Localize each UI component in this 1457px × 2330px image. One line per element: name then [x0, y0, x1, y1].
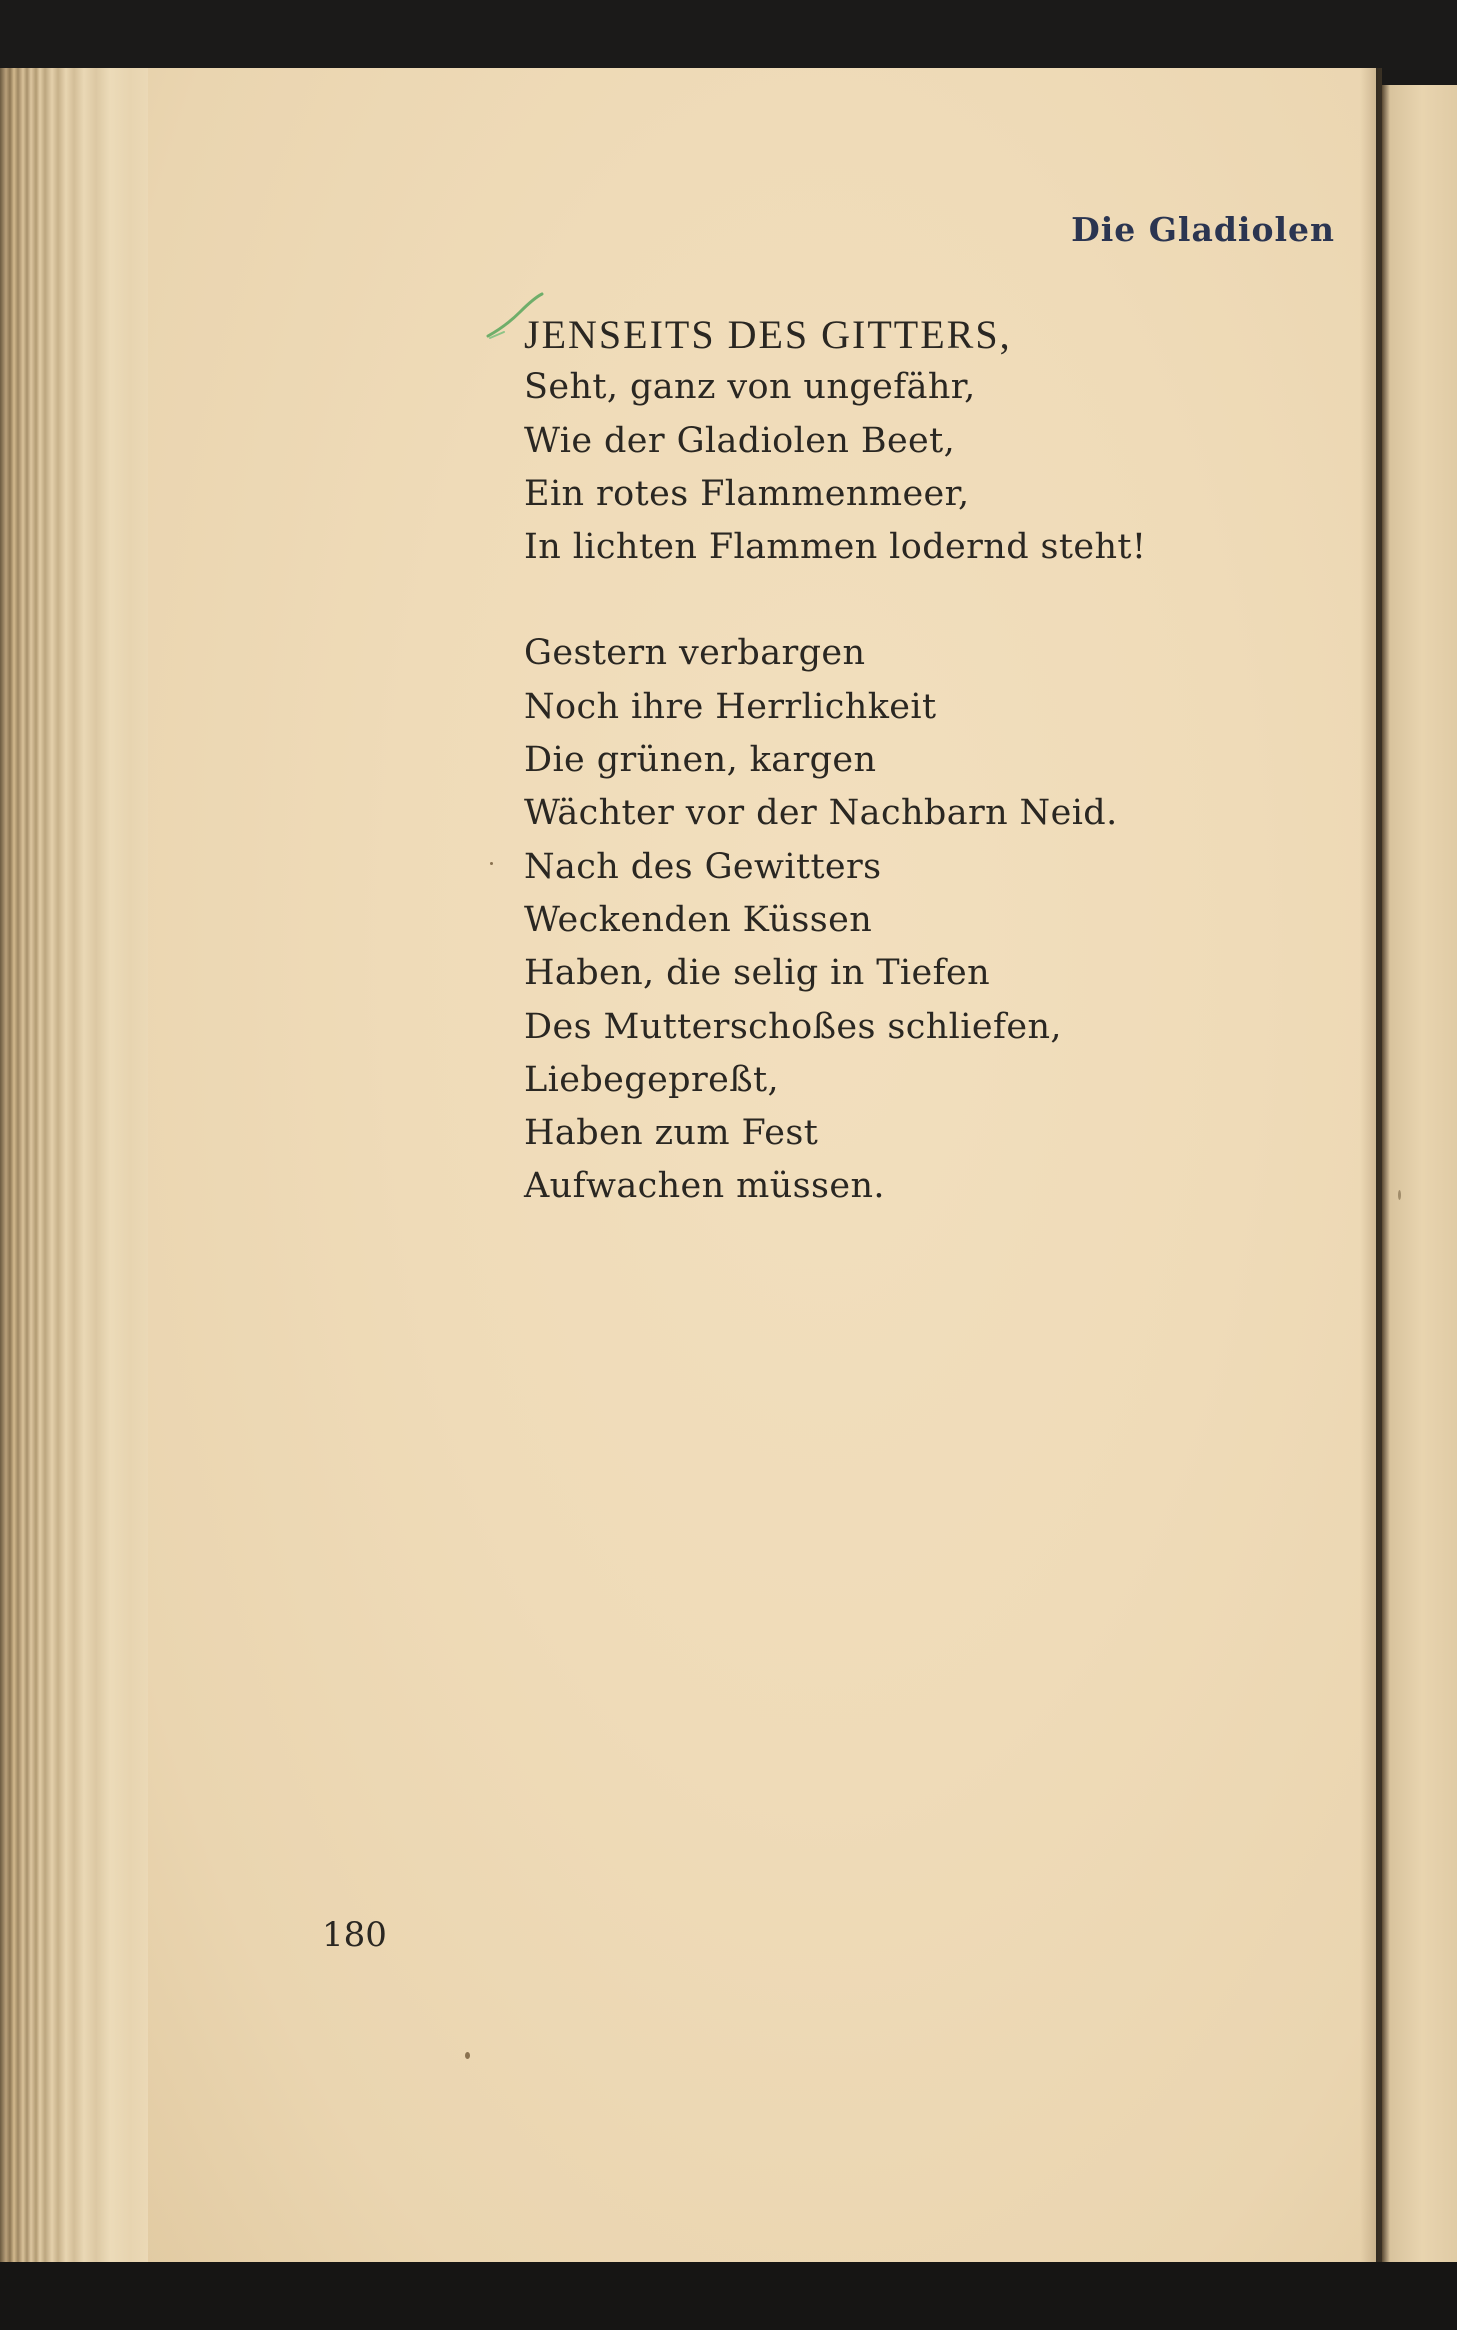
stanza-2	[524, 627, 1244, 1213]
poem-line: Des Mutterschoßes schliefen,	[524, 1006, 1062, 1047]
paper-speck	[1398, 1190, 1401, 1200]
poem-line: Wie der Gladiolen Beet,	[524, 420, 956, 461]
scan-background-bottom	[0, 2262, 1457, 2330]
facing-page-edge	[1382, 85, 1457, 2265]
page-stack-edges	[0, 68, 160, 2298]
poem-title: JENSEITS DES GITTERS,	[524, 312, 1012, 357]
poem-line: Nach des Gewitters	[524, 846, 882, 887]
paper-speck	[490, 862, 493, 865]
poem-line: Weckenden Küssen	[524, 899, 873, 940]
poem-line: In lichten Flammen lodernd steht!	[524, 527, 1147, 568]
poem-line: Aufwachen müssen.	[524, 1166, 885, 1207]
gutter-shadow	[1360, 68, 1382, 2268]
poem-line: Noch ihre Herrlichkeit	[524, 686, 937, 727]
poem-line: Liebegepreßt,	[524, 1059, 780, 1100]
poem-line: Haben, die selig in Tiefen	[524, 953, 991, 994]
poem-line: Seht, ganz von ungefähr,	[524, 367, 976, 408]
running-head: Die Gladiolen	[1071, 210, 1335, 249]
poem-line: Gestern verbargen	[524, 633, 866, 674]
poem-line: Haben zum Fest	[524, 1113, 819, 1154]
scan-background-top	[0, 0, 1457, 70]
stanza-gap	[524, 574, 1244, 627]
paper-speck	[465, 2052, 470, 2059]
poem-line: Wächter vor der Nachbarn Neid.	[524, 793, 1118, 834]
stanza-1	[524, 361, 1244, 574]
poem-line: Ein rotes Flammenmeer,	[524, 473, 970, 514]
poem-line: Die grünen, kargen	[524, 740, 877, 781]
page-number: 180	[322, 1915, 387, 1955]
poem	[524, 308, 1244, 1214]
